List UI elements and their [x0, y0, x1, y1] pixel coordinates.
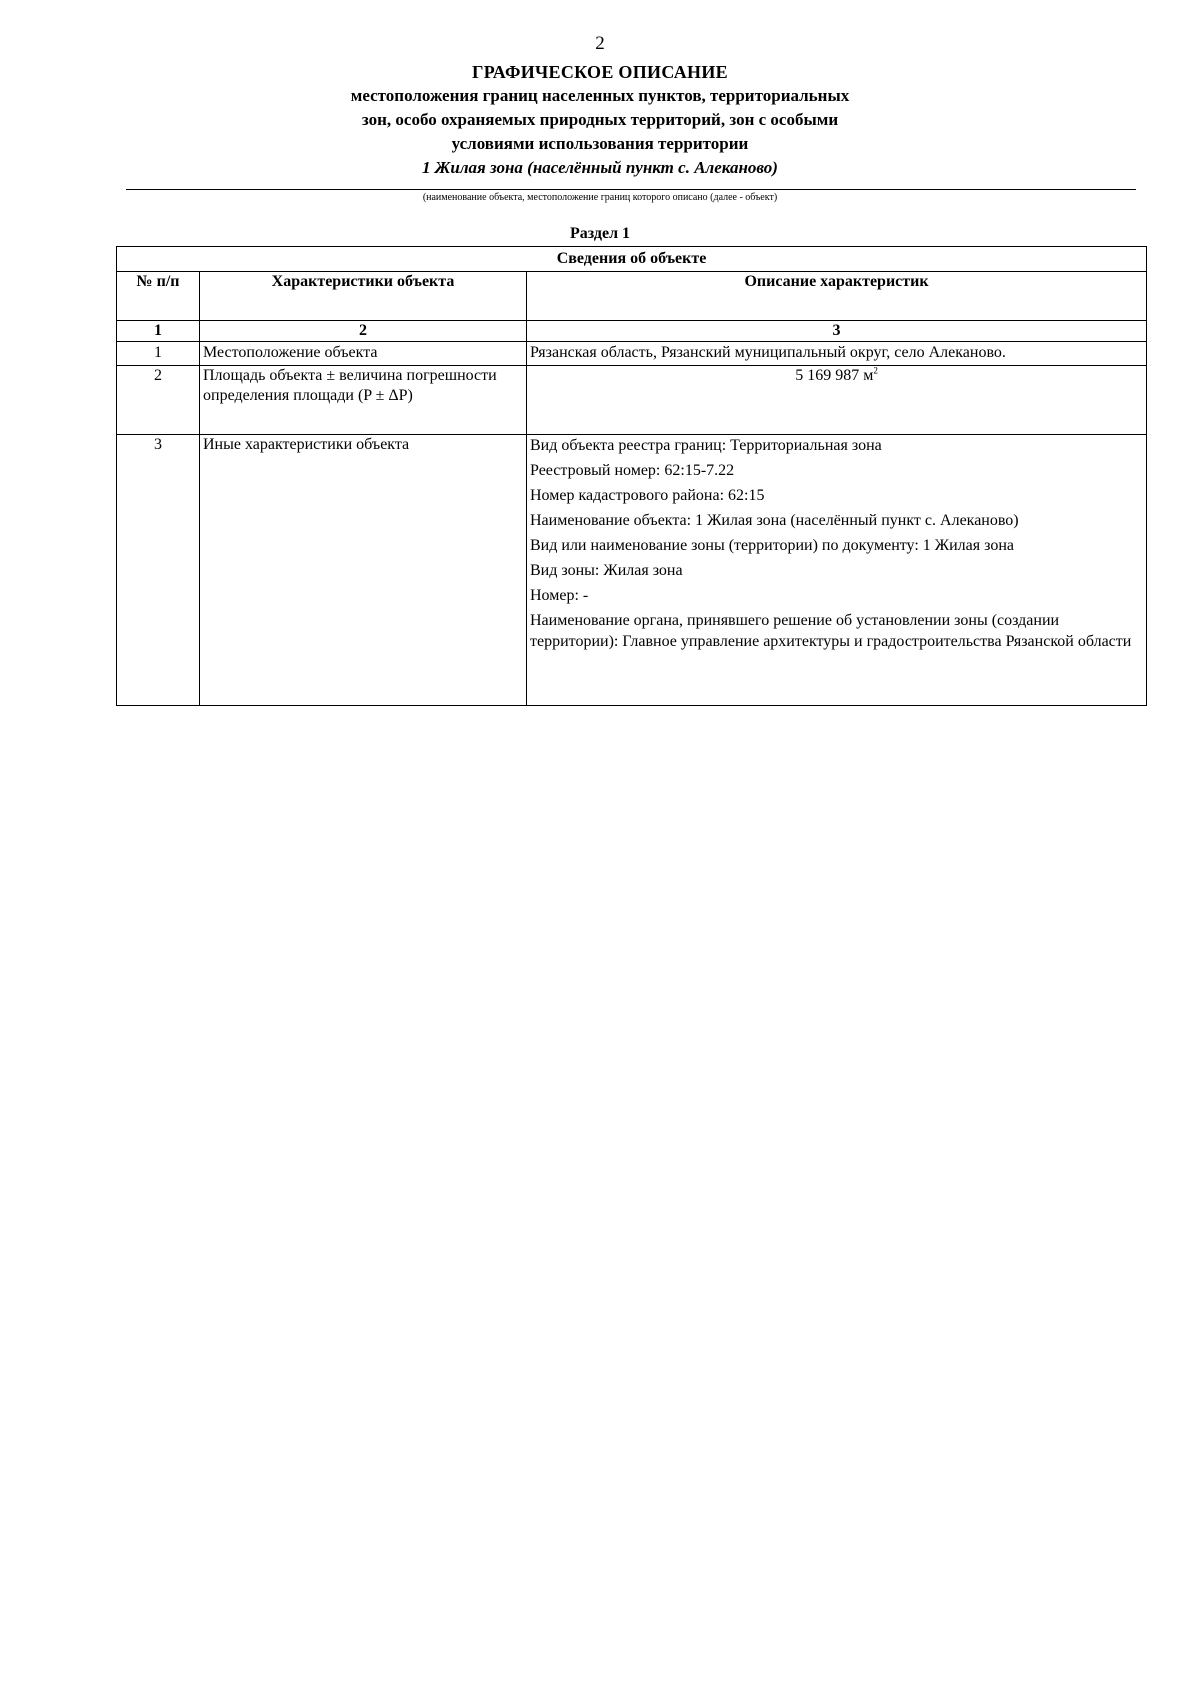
object-name-underline: [126, 189, 1136, 190]
table-caption: Сведения об объекте: [117, 247, 1147, 272]
object-name: 1 Жилая зона (населённый пункт с. Алеканово): [422, 158, 778, 177]
document-subtitle-line-2: зон, особо охраняемых природных территорий, зон с особыми: [361, 110, 839, 129]
object-name-caption: (наименование объекта, местоположение границ которого описано (далее - объект): [422, 192, 778, 203]
row-description: [527, 366, 1147, 435]
document-subtitle-line-3: условиями использования территории: [451, 134, 749, 153]
row-description: [527, 435, 1147, 706]
document-subtitle-line-1: местоположения границ населенных пунктов, территориальных: [350, 86, 850, 105]
table-header-row: [117, 272, 1147, 321]
description-line: Вид объекта реестра границ: Территориальная зона: [530, 437, 882, 454]
row-number: 1: [117, 342, 200, 366]
row-characteristic: Иные характеристики объекта: [200, 435, 527, 706]
column-number-1: 1: [117, 321, 200, 342]
description-line: Наименование органа, принявшего решение об установлении зоны (создании территории): Главное управление архитектуры и градостроительства Рязанской области: [530, 612, 1132, 650]
object-info-table: [116, 246, 1147, 706]
table-caption-row: [117, 247, 1147, 272]
row-number: 2: [117, 366, 200, 435]
row-characteristic: Площадь объекта ± величина погрешности определения площади (P ± ΔP): [200, 366, 527, 435]
column-header-description: Описание характеристик: [527, 272, 1147, 321]
description-line: Номер кадастрового района: 62:15: [530, 487, 765, 504]
row-characteristic: Местоположение объекта: [200, 342, 527, 366]
page-number: 2: [595, 33, 605, 54]
area-unit-superscript: 2: [873, 365, 878, 376]
table-column-number-row: [117, 321, 1147, 342]
description-line: Номер: -: [530, 587, 589, 604]
table-row: [117, 342, 1147, 366]
description-line: Реестровый номер: 62:15-7.22: [530, 462, 735, 479]
description-line: Вид зоны: Жилая зона: [530, 562, 683, 579]
column-number-3: 3: [527, 321, 1147, 342]
row-number: 3: [117, 435, 200, 706]
table-row: [117, 435, 1147, 706]
document-header: [0, 60, 1200, 180]
section-title: Раздел 1: [569, 225, 631, 242]
column-header-characteristic: Характеристики объекта: [200, 272, 527, 321]
table-row: [117, 366, 1147, 435]
row-description: Рязанская область, Рязанский муниципальный округ, село Алеканово.: [527, 342, 1147, 366]
description-line: Вид или наименование зоны (территории) по документу: 1 Жилая зона: [530, 537, 1015, 554]
document-title: ГРАФИЧЕСКОЕ ОПИСАНИЕ: [472, 62, 728, 82]
column-number-2: 2: [200, 321, 527, 342]
area-value: 5 169 987 м: [795, 367, 874, 384]
description-line: Наименование объекта: 1 Жилая зона (населённый пункт с. Алеканово): [530, 512, 1019, 529]
column-header-number: № п/п: [117, 272, 200, 321]
